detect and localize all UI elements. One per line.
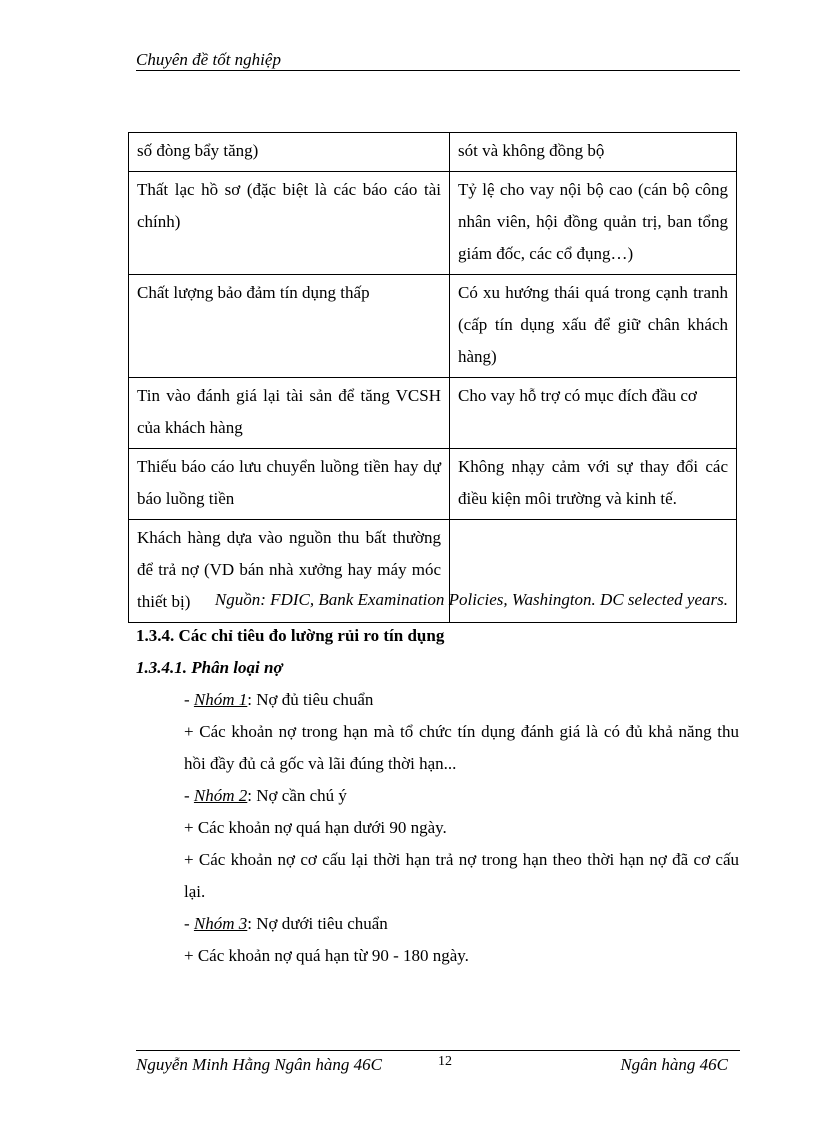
table-row: [129, 133, 737, 172]
group-dash: -: [184, 786, 194, 805]
group-3-line: [136, 908, 739, 940]
group-1-label: Nhóm 1: [193, 690, 248, 709]
table-cell: Chất lượng bảo đảm tín dụng thấp: [129, 275, 450, 378]
table-row: [129, 378, 737, 449]
footer-author: Nguyễn Minh Hằng Ngân hàng 46C: [136, 1055, 383, 1074]
group-1-text: : Nợ đủ tiêu chuẩn: [247, 690, 374, 709]
section-heading: 1.3.4. Các chỉ tiêu đo lường rủi ro tín dụng: [136, 626, 445, 645]
risk-factors-table: [128, 132, 737, 623]
table-cell: Thất lạc hồ sơ (đặc biệt là các báo cáo tài chính): [129, 172, 450, 275]
table-cell: Cho vay hỗ trợ có mục đích đầu cơ: [450, 378, 737, 449]
group-2-line: [136, 780, 739, 812]
group-dash: -: [184, 690, 194, 709]
table-cell: sót và không đồng bộ: [450, 133, 737, 172]
group-2-label: Nhóm 2: [193, 786, 248, 805]
group-3-text: : Nợ dưới tiêu chuẩn: [247, 914, 388, 933]
group-2-text: : Nợ cần chú ý: [247, 786, 347, 805]
page-number: 12: [438, 1054, 452, 1069]
table-cell: số đòng bẩy tăng): [129, 133, 450, 172]
table-source-note: Nguồn: FDIC, Bank Examination Policies, Washington. DC selected years.: [214, 590, 728, 609]
page-header-title: Chuyên đề tốt nghiệp: [136, 50, 281, 69]
table-cell: Tỷ lệ cho vay nội bộ cao (cán bộ công nhân viên, hội đồng quản trị, ban tổng giám đốc, các cổ đụng…): [450, 172, 737, 275]
main-body: [136, 620, 739, 972]
table-cell: Tin vào đánh giá lại tài sản để tăng VCSH của khách hàng: [129, 378, 450, 449]
subsection-heading: 1.3.4.1. Phân loại nợ: [136, 658, 283, 677]
footer-divider: [136, 1050, 740, 1051]
group-3-label: Nhóm 3: [193, 914, 248, 933]
group-3-item-1: + Các khoản nợ quá hạn từ 90 - 180 ngày.: [184, 946, 469, 965]
group-2-item-1: + Các khoản nợ quá hạn dưới 90 ngày.: [184, 818, 447, 837]
group-1-item: + Các khoản nợ trong hạn mà tổ chức tín dụng đánh giá là có đủ khả năng thu hồi đầy đủ cả gốc và lãi đúng thời hạn...: [184, 722, 739, 773]
table-row: [129, 449, 737, 520]
group-2-item-2: + Các khoản nợ cơ cấu lại thời hạn trả nợ trong hạn theo thời hạn nợ đã cơ cấu lại.: [184, 850, 739, 901]
table-row: [129, 172, 737, 275]
table-cell: Khách hàng dựa vào nguồn thu bất thường để trả nợ (VD bán nhà xưởng hay máy móc thiết bị): [129, 520, 450, 623]
table-cell: Không nhạy cảm với sự thay đổi các điều kiện môi trường và kinh tế.: [450, 449, 737, 520]
header-divider: [136, 70, 740, 71]
group-1-line: [136, 684, 739, 716]
table-cell: Thiếu báo cáo lưu chuyển luồng tiền hay dự báo luồng tiền: [129, 449, 450, 520]
table-cell: Có xu hướng thái quá trong cạnh tranh (cấp tín dụng xấu để giữ chân khách hàng): [450, 275, 737, 378]
footer-department: Ngân hàng 46C: [620, 1055, 728, 1074]
table-row: [129, 275, 737, 378]
group-dash: -: [184, 914, 194, 933]
